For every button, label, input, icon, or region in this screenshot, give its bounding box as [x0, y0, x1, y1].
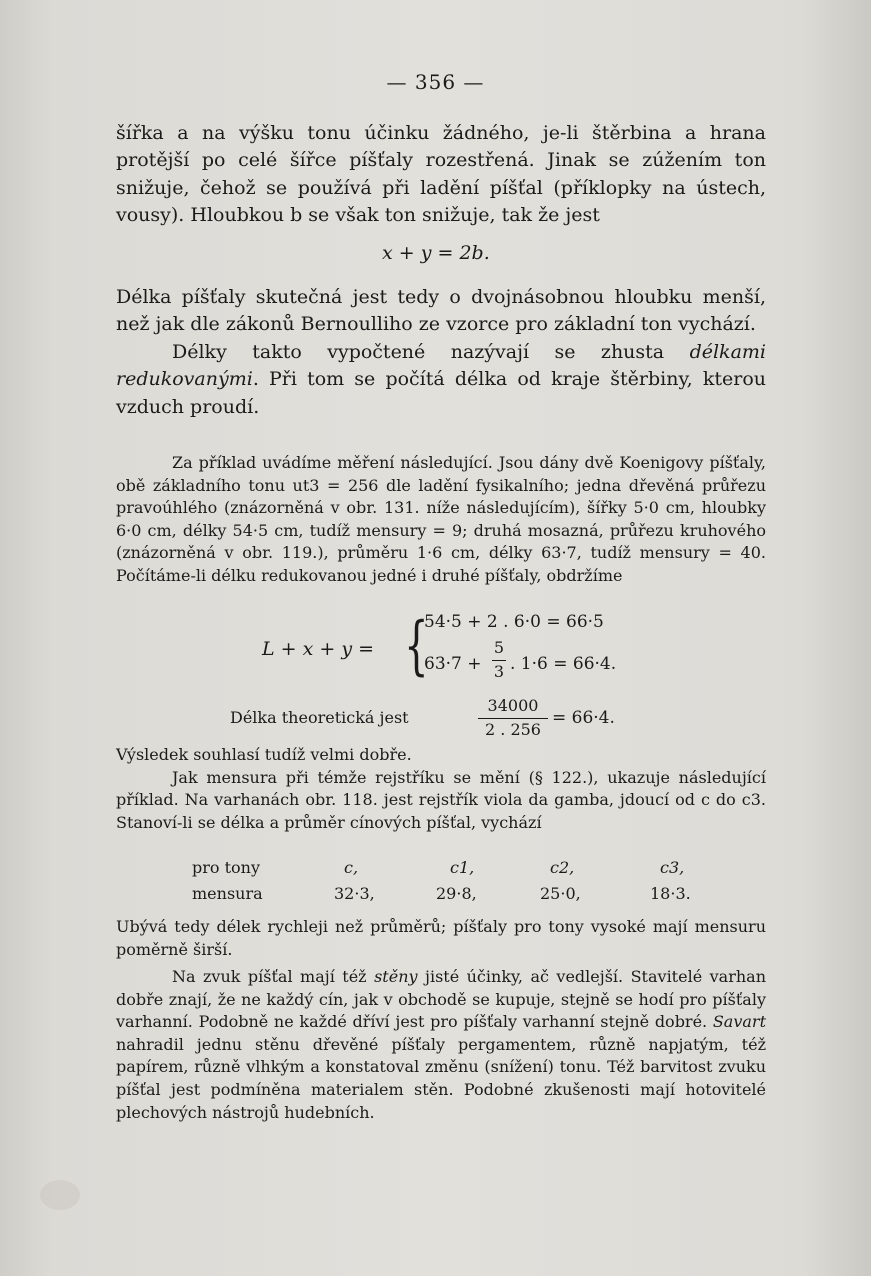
equation-2-fraction-denominator: 3 — [493, 662, 505, 681]
paragraph-3-text-a: Délky takto vypočtené nazývají se zhusta — [172, 340, 690, 363]
paragraph-3-emphasis: délkami redukovanými — [116, 340, 766, 391]
equation-3-result: = 66·4. — [552, 708, 615, 728]
table-row-2-c1: 29·8, — [436, 884, 477, 903]
equation-2-lhs: L + x + y = — [262, 638, 375, 660]
paragraph-1-block — [116, 120, 766, 230]
paragraph-8-text-b: jisté účinky, ač vedlejší. Stavitelé varhan dobře znají, že ne každý cín, jak v obchodě se kupuje, stejně se hodí pro píšťaly varhanní. Podobně ne každé dříví jest pro píšťaly varhanní stejně dobré. — [116, 967, 766, 1032]
equation-2-fraction-bar — [492, 660, 506, 661]
paragraph-8-text-c: nahradil jednu stěnu dřevěné píšťaly pergamentem, různě napjatým, též papírem, různě vlhkým a konstatoval změnu (snížení) tonu. Též barvitost zvuku píšťal jest podmíněna materialem stěn. Podobné zkušenosti mají hotovitelé plechových nástrojů hudebních. — [116, 1034, 766, 1122]
table-row-1-c1: c1, — [450, 858, 475, 877]
table-row-1-c2: c2, — [550, 858, 575, 877]
equation-3-label: Délka theoretická jest — [230, 708, 409, 727]
table-row-2-c3: 18·3. — [650, 884, 691, 903]
paragraph-1: šířka a na výšku tonu účinku žádného, je-li štěrbina a hrana protější po celé šířce píšťaly rozestřená. Jinak se zúžením ton snižuje, čehož se používá při ladění píšťal (příklopky na ústech, vousy). Hloubkou b se však ton snižuje, tak že jest — [116, 122, 766, 227]
paragraph-8-block — [116, 966, 766, 1124]
paragraph-3 — [116, 339, 766, 421]
paragraph-2: Délka píšťaly skutečná jest tedy o dvojnásobnou hloubku menší, než jak dle zákonů Bernoulliho ze vzorce pro základní ton vychází. — [116, 286, 766, 336]
paragraph-8-emphasis: stěny — [374, 967, 418, 986]
paragraph-6: Jak mensura při témže rejstříku se mění (§ 122.), ukazuje následující příklad. Na varhanách obr. 118. jest rejstřík viola da gamba, jdoucí od c do c3. Stanoví-li se délka a průměr cínových píšťal, vychází — [116, 767, 766, 832]
paragraph-5: Výsledek souhlasí tudíž velmi dobře. — [116, 745, 412, 764]
page-number: — 356 — — [386, 70, 485, 94]
table-row-2-c2: 25·0, — [540, 884, 581, 903]
table-row-1-label: pro tony — [192, 858, 261, 877]
table-row-1-c: c, — [344, 858, 359, 877]
paragraph-4: Za příklad uvádíme měření následující. Jsou dány dvě Koenigovy píšťaly, obě základního tonu ut3 = 256 dle ladění fysikalního; jedna dřevěná průřezu pravoúhlého (znázorněná v obr. 131. níže následujícím), šířky 5·0 cm, hloubky 6·0 cm, délky 54·5 cm, tudíž mensury = 9; druhá mosazná, průřezu kruhového (znázorněná v obr. 119.), průměru 1·6 cm, délky 63·7, tudíž mensury = 40. Počítáme-li délku redukovanou jedné i druhé píšťaly, obdržíme — [116, 453, 766, 585]
paragraph-8-text-a: Na zvuk píšťal mají též — [172, 967, 375, 986]
curly-brace: { — [404, 609, 429, 683]
table-row-1-c3: c3, — [660, 858, 685, 877]
table-row-2-c: 32·3, — [334, 884, 375, 903]
equation-2-line-2-pre: 63·7 + — [424, 654, 482, 674]
equation-x-plus-y: x + y = 2b. — [382, 242, 490, 264]
paper-stain — [40, 1180, 80, 1210]
paragraph-8-emphasis-savart: Savart — [712, 1012, 766, 1032]
paragraph-2-block — [116, 284, 766, 421]
equation-2-fraction-numerator: 5 — [493, 638, 505, 657]
equation-2-line-1: 54·5 + 2 . 6·0 = 66·5 — [424, 612, 604, 632]
table-row-2-label: mensura — [192, 884, 263, 903]
paragraph-4-block — [116, 452, 766, 588]
paragraph-3-text-b: . Při tom se počítá délka od kraje štěrbiny, kterou vzduch proudí. — [116, 368, 766, 418]
paragraph-7-block — [116, 916, 766, 961]
equation-2-line-2-post: . 1·6 = 66·4. — [510, 654, 617, 674]
equation-3-denominator: 2 . 256 — [485, 720, 541, 739]
equation-3-fraction-bar — [478, 718, 548, 719]
equation-3-numerator: 34000 — [487, 696, 539, 715]
paragraph-5-block — [116, 744, 766, 834]
paragraph-7: Ubývá tedy délek rychleji než průměrů; píšťaly pro tony vysoké mají mensuru poměrně širší. — [116, 917, 766, 959]
paragraph-8 — [116, 966, 766, 1124]
